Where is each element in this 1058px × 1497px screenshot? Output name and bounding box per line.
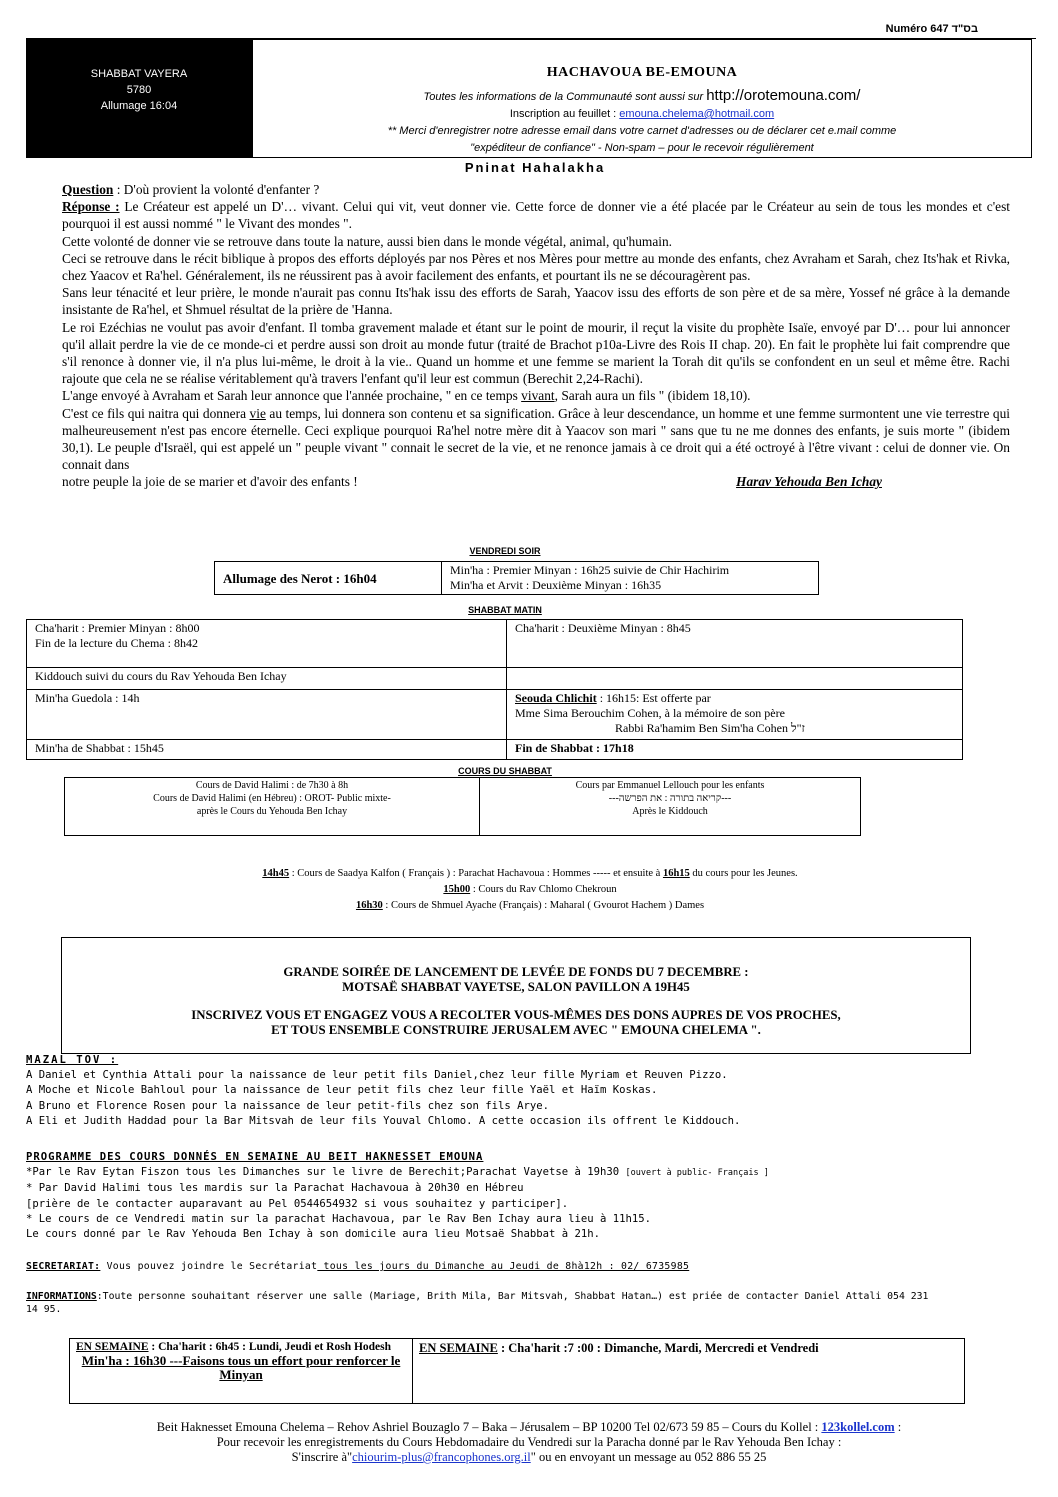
semaine-right-label: EN SEMAINE bbox=[419, 1341, 498, 1355]
vendredi-header: VENDREDI SOIR bbox=[469, 546, 541, 556]
mazal-tov-item: A Bruno et Florence Rosen pour la naissance de leur petit-fils chez son fils Arye. bbox=[26, 1099, 549, 1112]
fin-shabbat: Fin de Shabbat : 17h18 bbox=[507, 740, 963, 760]
vendredi-table bbox=[214, 561, 819, 595]
allumage-time: Allumage 16:04 bbox=[100, 100, 178, 112]
fin-chema: Fin de la lecture du Chema : 8h42 bbox=[35, 636, 198, 650]
footer-address bbox=[0, 1420, 1058, 1435]
title-box bbox=[252, 39, 1032, 158]
secretariat-text: Vous pouvez joindre le Secrétariat bbox=[100, 1261, 318, 1272]
article-underlined: vie bbox=[249, 405, 266, 421]
programme-line: [prière de le contacter auparavant au Pel 0544654932 si vous souhaitez y participer]. bbox=[26, 1197, 569, 1210]
chaharit-1: Cha'harit : Premier Minyan : 8h00 bbox=[35, 621, 200, 635]
shabbat-matin-header: SHABBAT MATIN bbox=[468, 605, 542, 615]
question-text: : D'où provient la volonté d'enfanter ? bbox=[113, 182, 320, 197]
informations-section bbox=[26, 1290, 946, 1316]
footer-text: " ou en envoyant un message au 052 886 55 25 bbox=[530, 1450, 767, 1464]
issue-number: Numéro 647 בס"ד bbox=[885, 23, 978, 35]
secretariat-label: SECRETARIAT: bbox=[26, 1261, 101, 1272]
cours-left-3: après le Cours du Yehouda Ben Ichay bbox=[196, 806, 348, 817]
footer-text: S'inscrire à" bbox=[291, 1450, 353, 1464]
chaharit-2: Cha'harit : Deuxième Minyan : 8h45 bbox=[507, 620, 963, 668]
cours-line bbox=[60, 866, 1000, 882]
inscription-text: Inscription au feuillet : bbox=[509, 108, 617, 120]
informations-label: INFORMATIONS bbox=[26, 1291, 97, 1302]
footer-punct: : bbox=[894, 1420, 902, 1434]
minha-shabbat: Min'ha de Shabbat : 15h45 bbox=[27, 740, 507, 760]
cours-time: 14h45 bbox=[262, 868, 290, 879]
article-paragraph: Le Créateur est appelé un D'… vivant. Celui qui vit, veut donner vie. Cette force de donner vie a été placée par le Créateur au sein de tous les mondes et c'est pourquoi il est aussi nommé " le Vivant des mondes ". bbox=[62, 199, 1010, 232]
semaine-right-text: : Cha'harit :7 :00 : Dimanche, Mardi, Mercredi et Vendredi bbox=[497, 1341, 819, 1355]
inscription-line bbox=[253, 106, 1031, 123]
allumage-nerot: Allumage des Nerot : 16h04 bbox=[215, 562, 442, 595]
seouda-memorial: Rabbi Ra'hamim Ben Sim'ha Cohen ז"ל bbox=[615, 721, 805, 735]
programme-line: Le cours donné par le Rav Yehouda Ben Ichay à son domicile aura lieu Motsaë Shabbat à 21h. bbox=[26, 1228, 601, 1241]
hebrew-year: 5780 bbox=[126, 84, 152, 96]
seouda-time: : 16h15: Est offerte par bbox=[596, 691, 711, 705]
informations-text: :Toute personne souhaitant réserver une salle (Mariage, Brith Mila, Bar Mitsvah, Shabbat Hatan…) est priée de contacter Daniel Attali 054 231 14 95. bbox=[26, 1291, 929, 1315]
info-text: Toutes les informations de la Communauté sont aussi sur bbox=[423, 91, 704, 103]
shabbat-name: SHABBAT VAYERA bbox=[90, 68, 188, 80]
article-paragraph: Sans leur ténacité et leur prière, le monde n'aurait pas connu Its'hak issu des efforts de Sarah, Yaacov issu des efforts de son père et de sa mère, Yossef né grâce à la demande insistante de Ra'hel, et Shmuel résultat de la prière de 'Hanna. bbox=[62, 285, 1010, 318]
soiree-line-4: ET TOUS ENSEMBLE CONSTRUIRE JERUSALEM AVEC " EMOUNA CHELEMA ". bbox=[271, 1023, 761, 1037]
programme-note: [ouvert à public- Français ] bbox=[625, 1168, 769, 1179]
article-closing: notre peuple la joie de se marier et d'avoir des enfants ! bbox=[62, 474, 358, 490]
article-text: C'est ce fils qui naitra qui donnera bbox=[62, 405, 250, 421]
cours-time: 16h15 bbox=[662, 868, 690, 879]
cours-right-1: Cours par Emmanuel Lellouch pour les enfants bbox=[575, 780, 765, 791]
question-label: Question bbox=[62, 182, 114, 197]
secretariat-section bbox=[26, 1260, 1036, 1274]
kollel-link[interactable]: 123kollel.com bbox=[821, 1420, 895, 1434]
cours-line bbox=[60, 882, 1000, 898]
article-body bbox=[62, 181, 1010, 491]
email-link[interactable]: emouna.chelema@hotmail.com bbox=[619, 108, 775, 120]
programme-line: * Le cours de ce Vendredi matin sur la parachat Hachavoua, par le Rav Ben Ichay aura lieu à 11h15. bbox=[26, 1212, 652, 1225]
soiree-line-3: INSCRIVEZ VOUS ET ENGAGEZ VOUS A RECOLTER VOUS-MÊMES DES DONS AUPRES DE VOS PROCHES, bbox=[191, 1008, 841, 1022]
article-text: au temps, lui donnera son contenu et sa signification. Grâce à leur descendance, un homme et une femme surmontent une vie terrestre qui malheureusement n'est pas encore éternelle. Ceci explique pourquoi Ra'hel notre mère dit à Yaacov son mari " sans que tu ne me donnes des enfants, je suis morte " (ibidem 30,1). Le peuple d'Israël, qui est appelé un " peuple vivant " connait le secret de la vie, et ne renonce jamais à ce droit qui a été octroyé à l'être vivant : celui de donner vie. On connait dans bbox=[62, 405, 1011, 473]
cours-time: 15h00 bbox=[443, 884, 471, 895]
note-line-1: ** Merci d'enregistrer notre adresse email dans votre carnet d'adresses ou de déclarer cet e.mail comme bbox=[387, 125, 897, 137]
article-underlined: vivant bbox=[521, 388, 555, 404]
semaine-table bbox=[69, 1338, 965, 1404]
footer-address-text: Beit Haknesset Emouna Chelema – Rehov Ashriel Bouzaglo 7 – Baka – Jérusalem – BP 10200 Tel 02/673 59 85 – Cours du Kollel : bbox=[156, 1420, 822, 1434]
mazal-tov-item: A Eli et Judith Haddad pour la Bar Mitsvah de leur fils Youval Chlomo. A cette occasion ils offrent le Kiddouch. bbox=[26, 1114, 741, 1127]
footer-enregistrements: Pour recevoir les enregistrements du Cours Hebdomadaire du Vendredi sur la Paracha donné par le Rav Yehouda Ben Ichay : bbox=[216, 1435, 842, 1449]
cours-text: : Cours du Rav Chlomo Chekroun bbox=[470, 884, 617, 895]
article-text: L'ange envoyé à Avraham et Sarah leur annonce que l'année prochaine, " en ce temps bbox=[62, 388, 522, 404]
minyan-2: Min'ha et Arvit : Deuxième Minyan : 16h35 bbox=[450, 578, 662, 592]
cours-time: 16h30 bbox=[355, 900, 383, 911]
article-paragraph: Ceci se retrouve dans le récit biblique à propos des efforts déployés par nos Pères et nos Mères pour mettre au monde des enfants, chez Avraham et Sarah, chez Its'hak et Rivka, chez Yaacov et Ra'hel. Généralement, ils ne réussirent pas à avoir facilement des enfants, et pourtant ils ne se découragèrent pas. bbox=[62, 250, 1010, 284]
mazal-tov-item: A Moche et Nicole Bahloul pour la naissance de leur petit fils chez leur fille Yaël et Haïm Koskas. bbox=[26, 1084, 658, 1097]
soiree-announcement bbox=[61, 937, 971, 1054]
article-signature: Harav Yehouda Ben Ichay bbox=[736, 474, 882, 490]
semaine-minha: Min'ha : 16h30 ---Faisons tous un effort pour renforcer le Minyan bbox=[81, 1353, 401, 1382]
cours-lines bbox=[60, 866, 1000, 914]
programme-section bbox=[26, 1150, 1036, 1242]
secretariat-hours: tous les jours du Dimanche au Jeudi de 8hà12h : 02/ 6735985 bbox=[317, 1261, 690, 1272]
article-text: , Sarah aura un fils " (ibidem 18,10). bbox=[554, 388, 751, 404]
note-line-2: "expéditeur de confiance" - Non-spam – pour le recevoir régulièrement bbox=[470, 142, 814, 154]
footer bbox=[0, 1420, 1058, 1465]
site-url[interactable]: http://orotemouna.com/ bbox=[706, 87, 861, 104]
empty-cell bbox=[507, 668, 963, 690]
cours-shabbat-table bbox=[64, 777, 861, 836]
semaine-left-label: EN SEMAINE bbox=[76, 1341, 149, 1353]
answer-label: Réponse : bbox=[62, 199, 120, 215]
cours-right-2: ---קריאה בתורה : את הפרשה--- bbox=[608, 793, 732, 804]
cours-line bbox=[60, 898, 1000, 914]
article-heading: Pninat Hahalakha bbox=[464, 160, 606, 175]
shabbat-matin-table bbox=[26, 619, 963, 760]
cours-text: : Cours de Shmuel Ayache (Français) : Maharal ( Gvourot Hachem ) Dames bbox=[382, 900, 705, 911]
seouda-label: Seouda Chlichit bbox=[515, 691, 597, 705]
cours-left-1: Cours de David Halimi : de 7h30 à 8h bbox=[195, 780, 349, 791]
semaine-left-text: : Cha'harit : 6h45 : Lundi, Jeudi et Rosh Hodesh bbox=[148, 1341, 392, 1353]
mazal-tov-section bbox=[26, 1053, 1036, 1129]
seouda-sponsor: Mme Sima Berouchim Cohen, à la mémoire de son père bbox=[515, 706, 785, 720]
info-line bbox=[253, 87, 1031, 106]
minyan-1: Min'ha : Premier Minyan : 16h25 suivie de Chir Hachirim bbox=[450, 563, 730, 577]
cours-right-3: Après le Kiddouch bbox=[632, 806, 708, 817]
footer-inscription bbox=[0, 1450, 1058, 1465]
article-paragraph: Le roi Ezéchias ne voulut pas avoir d'enfant. Il tomba gravement malade et étant sur le point de mourir, il reçut la visite du prophète Isaïe, envoyé par D'… pour lui annoncer qu'il allait perdre la vie de ce monde-ci et perdre aussi son droit au monde futur (traité de Brachot p10a-Livre des Rois II chap. 20). En fait le prophète lui fait comprendre que s'il renonce à donner vie, il n'a plus lui-même, le droit à la vie.. Quand un homme et une femme se marient la Torah dit qu'ils se confondent en un seul et même être. Rachi rajoute que cela ne se réalise véritablement qu'à travers l'enfant qu'il leur est commun (Berechit 2,24-Rachi). bbox=[62, 319, 1010, 387]
minha-guedola: Min'ha Guedola : 14h bbox=[27, 690, 507, 740]
article-paragraph: Cette volonté de donner vie se retrouve dans toute la nature, aussi bien dans le monde végétal, animal, qu'humain. bbox=[62, 233, 673, 249]
programme-line: *Par le Rav Eytan Fiszon tous les Dimanches sur le livre de Berechit;Parachat Vayetse à 19h30 bbox=[26, 1166, 620, 1179]
chiourim-email-link[interactable]: chiourim-plus@francophones.org.il bbox=[352, 1450, 531, 1464]
cours-left-2: Cours de David Halimi (en Hébreu) : OROT- Public mixte- bbox=[153, 793, 391, 804]
cours-text: du cours pour les Jeunes. bbox=[689, 868, 798, 879]
mazal-tov-header: MAZAL TOV : bbox=[26, 1054, 119, 1066]
programme-line: * Par David Halimi tous les mardis sur la Parachat Hachavoua à 20h30 en Hébreu bbox=[26, 1182, 524, 1195]
cours-text: : Cours de Saadya Kalfon ( Français ) : Parachat Hachavoua : Hommes ----- et ensuite à bbox=[289, 868, 663, 879]
cours-shabbat-header: COURS DU SHABBAT bbox=[458, 766, 552, 776]
soiree-line-2: MOTSAË SHABBAT VAYETSE, SALON PAVILLON A 19H45 bbox=[342, 980, 690, 994]
newsletter-title: HACHAVOUA BE-EMOUNA bbox=[546, 65, 738, 80]
mazal-tov-item: A Daniel et Cynthia Attali pour la naissance de leur petit fils Daniel,chez leur fille Myriam et Reuven Pizzo. bbox=[26, 1069, 728, 1082]
soiree-line-1: GRANDE SOIRÉE DE LANCEMENT DE LEVÉE DE FONDS DU 7 DECEMBRE : bbox=[283, 965, 749, 979]
programme-header: PROGRAMME DES COURS DONNÉS EN SEMAINE AU BEIT HAKNESSET EMOUNA bbox=[26, 1151, 484, 1163]
shabbat-info-box bbox=[26, 39, 252, 158]
kiddouch: Kiddouch suivi du cours du Rav Yehouda Ben Ichay bbox=[27, 668, 507, 690]
